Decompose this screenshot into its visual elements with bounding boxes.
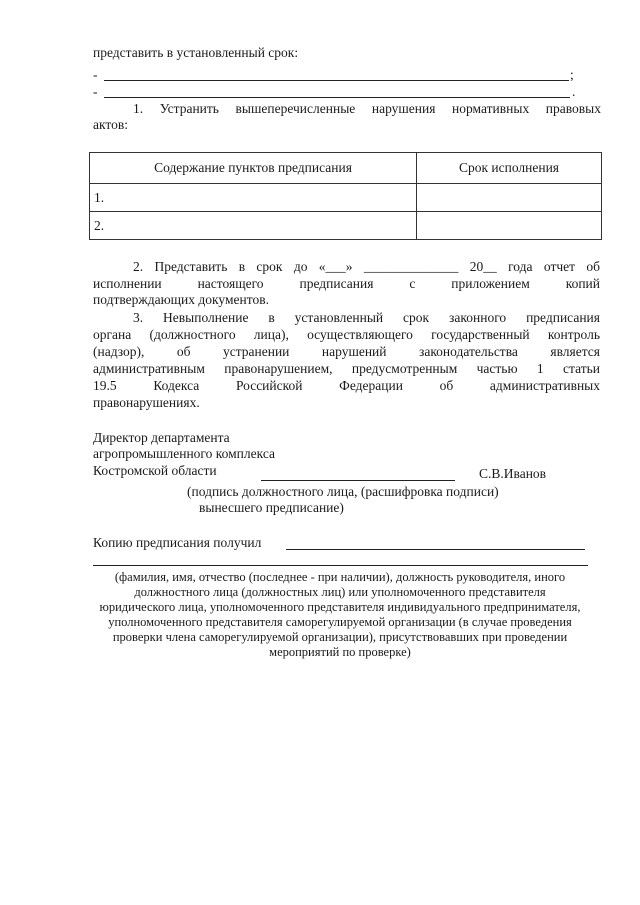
copy-caption-1: (фамилия, имя, отчество (последнее - при наличии), должность руководителя, иного — [114, 570, 566, 584]
copy-caption-4: уполномоченного представителя саморегулируемой организации (в случае проведения — [108, 615, 572, 629]
copy-caption-5: проверки члена саморегулируемой организации), присутствовавших при проведении — [112, 630, 568, 644]
item1-line2: актов: — [93, 117, 128, 132]
item2-line2: исполнении настоящего предписания с приложением копий — [93, 276, 600, 291]
signatory-title-1: Директор департамента — [93, 430, 230, 445]
dash-2: - — [93, 84, 98, 99]
signature-caption-1: (подпись должностного лица, (расшифровка подписи) — [187, 484, 499, 499]
copy-caption-3: юридического лица, уполномоченного представителя индивидуального предпринимателя, — [99, 600, 581, 614]
intro-line: представить в установленный срок: — [93, 45, 299, 60]
header-content: Содержание пунктов предписания — [90, 153, 417, 184]
copy-received-line[interactable] — [286, 549, 585, 550]
item3-line1: 3. Невыполнение в установленный срок законного предписания — [133, 310, 600, 325]
item1-line1: 1. Устранить вышеперечисленные нарушения нормативных правовых — [133, 101, 601, 116]
signatory-title-3: Костромской области — [93, 463, 217, 478]
table-cell[interactable]: 2. — [90, 212, 417, 240]
item2-line1: 2. Представить в срок до «___» ______________ 20__ года отчет об — [133, 259, 600, 274]
item3-line4: административным правонарушением, предусмотренным частью 1 статьи — [93, 361, 600, 376]
copy-received-line-2[interactable] — [93, 565, 588, 566]
signatory-name: С.В.Иванов — [479, 466, 547, 481]
table-cell[interactable] — [417, 212, 602, 240]
table-header-row — [90, 153, 602, 184]
signature-caption-2: вынесшего предписание) — [199, 500, 344, 515]
signature-line[interactable] — [261, 480, 455, 481]
table-row — [90, 212, 602, 240]
item3-line5: 19.5 Кодекса Российской Федерации об административных — [93, 378, 600, 393]
blank-line-1[interactable] — [104, 80, 569, 81]
dash-1: - — [93, 67, 98, 82]
copy-caption-2: должностного лица (должностных лиц) или уполномоченного представителя — [134, 585, 546, 599]
period: . — [572, 84, 576, 99]
table-row — [90, 184, 602, 212]
copy-caption-6: мероприятий по проверке) — [269, 645, 411, 659]
copy-received-label: Копию предписания получил — [93, 535, 262, 550]
header-deadline: Срок исполнения — [417, 153, 602, 184]
item3-line2: органа (должностного лица), осуществляющего государственный контроль — [93, 327, 600, 342]
prescription-table — [89, 152, 602, 240]
table-cell[interactable]: 1. — [90, 184, 417, 212]
semicolon: ; — [570, 67, 574, 82]
blank-line-2[interactable] — [104, 97, 570, 98]
item3-line3: (надзор), об устранении нарушений законодательства является — [93, 344, 600, 359]
table-cell[interactable] — [417, 184, 602, 212]
item3-line6: правонарушениях. — [93, 395, 200, 410]
item2-line3: подтверждающих документов. — [93, 292, 269, 307]
signatory-title-2: агропромышленного комплекса — [93, 446, 275, 461]
